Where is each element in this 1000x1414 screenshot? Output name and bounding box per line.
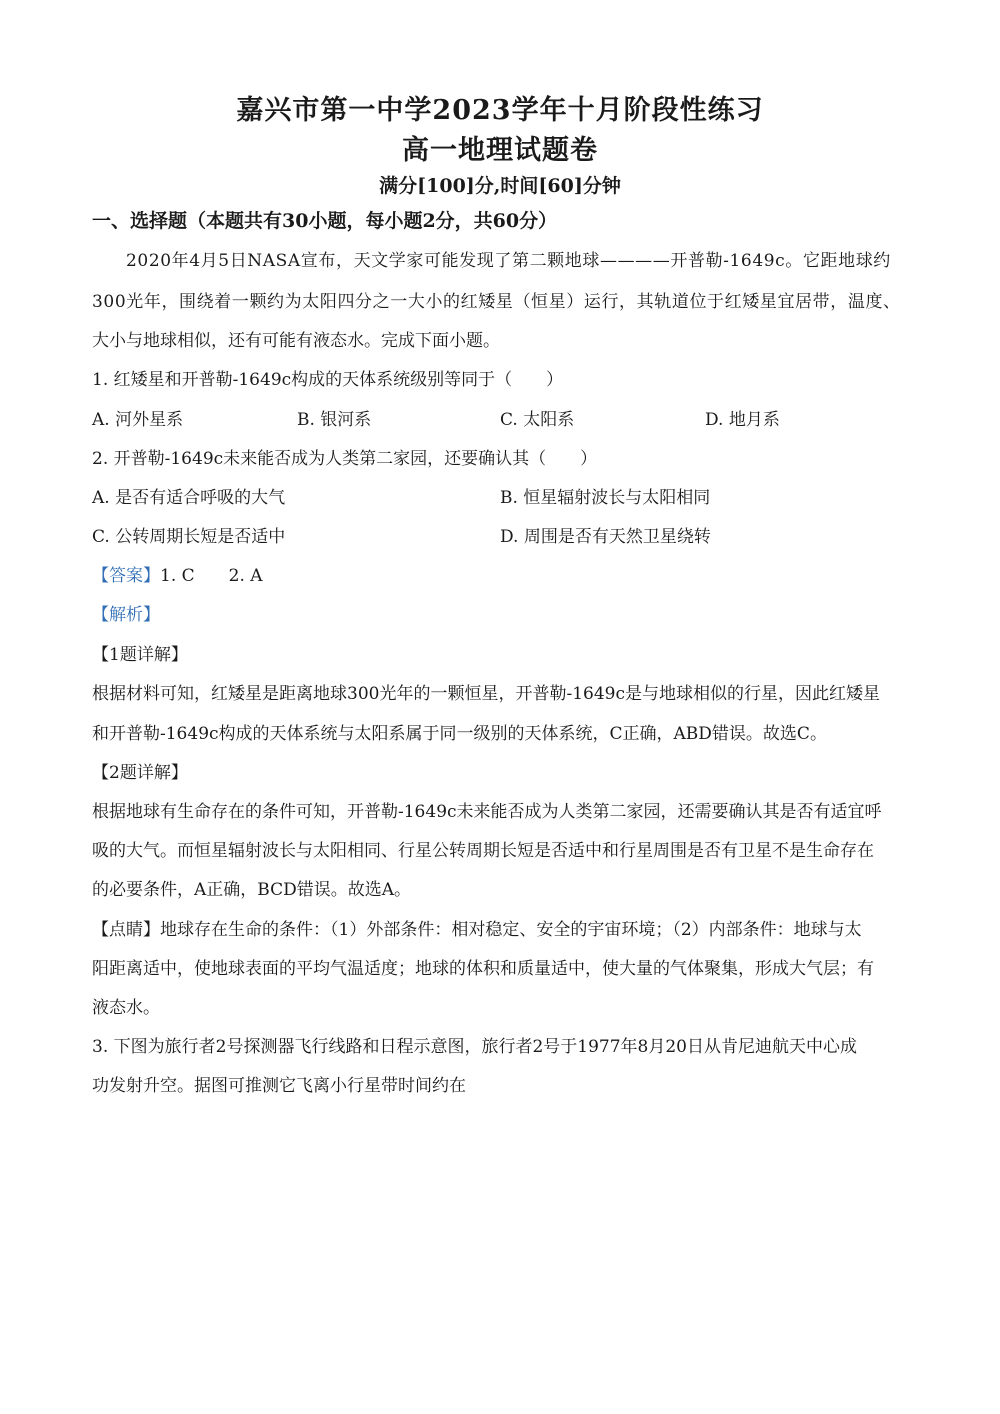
comment-line: 液态水。 (92, 998, 160, 1018)
exam-subtitle: 高一地理试题卷 (402, 135, 598, 166)
material-line: 大小与地球相似，还有可能有液态水。完成下面小题。 (92, 331, 500, 351)
q2-option-a: A. 是否有适合呼吸的大气 (92, 488, 286, 508)
score-time: 满分[100]分,时间[60]分钟 (379, 175, 621, 197)
question-1-stem: 1. 红矮星和开普勒-1649c构成的天体系统级别等同于（ ） (92, 370, 564, 390)
question-3-line: 功发射升空。据图可推测它飞离小行星带时间约在 (92, 1076, 466, 1096)
detail-2-line: 根据地球有生命存在的条件可知，开普勒-1649c未来能否成为人类第二家园，还需要确认其是否有适宜呼 (92, 802, 882, 822)
material-line: 2020年4月5日NASA宣布，天文学家可能发现了第二颗地球————开普勒-1649c。它距地球约 (126, 251, 891, 271)
analysis-label: 【解析】 (92, 605, 160, 625)
section-heading: 一、选择题（本题共有30小题，每小题2分，共60分） (92, 210, 558, 232)
q1-option-b: B. 银河系 (297, 410, 372, 430)
detail-2-heading: 【2题详解】 (92, 763, 188, 783)
q1-option-d: D. 地月系 (705, 410, 780, 430)
detail-2-line: 的必要条件，A正确，BCD错误。故选A。 (92, 880, 411, 900)
detail-1-heading: 【1题详解】 (92, 645, 188, 665)
question-2-stem: 2. 开普勒-1649c未来能否成为人类第二家园，还要确认其（ ） (92, 449, 598, 469)
detail-2-line: 吸的大气。而恒星辐射波长与太阳相同、行星公转周期长短是否适中和行星周围是否有卫星不是生命存在 (92, 841, 874, 861)
material-line: 300光年，围绕着一颗约为太阳四分之一大小的红矮星（恒星）运行，其轨道位于红矮星宜居带，温度、 (92, 292, 901, 312)
answer-label: 【答案】 (92, 566, 160, 586)
comment-line: 阳距离适中，使地球表面的平均气温适度；地球的体积和质量适中，使大量的气体聚集，形成大气层；有 (92, 959, 874, 979)
answer-text: 1. C 2. A (160, 566, 263, 586)
answer-line (92, 565, 263, 587)
q1-option-a: A. 河外星系 (92, 410, 184, 430)
question-3-line: 3. 下图为旅行者2号探测器飞行线路和日程示意图，旅行者2号于1977年8月20日从肯尼迪航天中心成 (92, 1037, 857, 1057)
q2-option-d: D. 周围是否有天然卫星绕转 (500, 527, 711, 547)
q2-option-b: B. 恒星辐射波长与太阳相同 (500, 488, 711, 508)
exam-title: 嘉兴市第一中学2023学年十月阶段性练习 (236, 95, 764, 126)
detail-1-line: 根据材料可知，红矮星是距离地球300光年的一颗恒星，开普勒-1649c是与地球相似的行星，因此红矮星 (92, 684, 880, 704)
comment-line: 【点睛】地球存在生命的条件：（1）外部条件：相对稳定、安全的宇宙环境；（2）内部条件：地球与太 (92, 920, 862, 940)
q2-option-c: C. 公转周期长短是否适中 (92, 527, 286, 547)
detail-1-line: 和开普勒-1649c构成的天体系统与太阳系属于同一级别的天体系统，C正确，ABD错误。故选C。 (92, 724, 827, 744)
q1-option-c: C. 太阳系 (500, 410, 575, 430)
